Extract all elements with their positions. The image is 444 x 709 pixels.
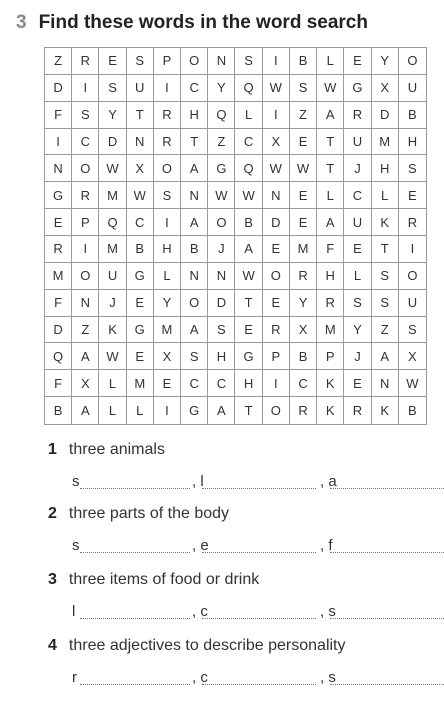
grid-letter[interactable]: S (181, 343, 208, 370)
grid-letter[interactable]: D (372, 102, 399, 129)
grid-letter[interactable]: M (99, 236, 126, 263)
grid-letter[interactable]: F (45, 370, 72, 397)
grid-letter[interactable]: N (208, 48, 235, 75)
grid-letter[interactable]: O (154, 155, 181, 182)
grid-letter[interactable]: D (99, 129, 126, 156)
grid-letter[interactable]: S (372, 290, 399, 317)
grid-letter[interactable]: Y (344, 317, 371, 344)
grid-letter[interactable]: K (372, 397, 399, 424)
grid-letter[interactable]: B (408, 403, 417, 419)
grid-letter[interactable]: R (317, 290, 344, 317)
answer-hint-letter: , f (320, 537, 333, 554)
answer-blank[interactable] (80, 684, 190, 685)
answer-blank[interactable] (202, 684, 316, 685)
grid-letter[interactable]: R (154, 129, 181, 156)
grid-letter[interactable]: L (99, 370, 126, 397)
grid-letter[interactable]: Z (372, 317, 399, 344)
grid-letter[interactable]: T (235, 397, 262, 424)
grid-letter[interactable]: P (317, 343, 344, 370)
grid-letter[interactable]: H (399, 129, 426, 156)
answer-line (72, 537, 444, 557)
grid-letter[interactable]: U (127, 75, 154, 102)
grid-letter[interactable]: A (208, 397, 235, 424)
grid-letter[interactable]: Y (99, 102, 126, 129)
grid-letter[interactable]: E (290, 182, 317, 209)
grid-letter[interactable]: S (399, 317, 426, 344)
grid-letter[interactable]: F (45, 290, 72, 317)
grid-letter[interactable]: U (399, 290, 426, 317)
grid-letter[interactable]: C (344, 182, 371, 209)
grid-letter[interactable]: E (399, 182, 426, 209)
grid-letter[interactable]: S (208, 317, 235, 344)
answer-hint-letter: , a (320, 473, 337, 490)
grid-letter[interactable]: W (263, 155, 290, 182)
question-text: three parts of the body (68, 505, 230, 522)
grid-letter[interactable]: E (235, 317, 262, 344)
grid-letter[interactable]: S (372, 263, 399, 290)
grid-letter[interactable]: C (290, 370, 317, 397)
answer-hint-letter: , c (192, 669, 208, 686)
grid-letter[interactable]: Z (45, 48, 72, 75)
grid-letter[interactable]: B (399, 102, 426, 129)
answer-blank[interactable] (80, 488, 190, 489)
grid-letter[interactable]: N (208, 263, 235, 290)
grid-letter[interactable]: B (45, 397, 72, 424)
grid-letter[interactable]: C (181, 75, 208, 102)
grid-letter[interactable]: C (72, 129, 99, 156)
grid-letter[interactable]: K (317, 397, 344, 424)
grid-letter[interactable]: G (45, 182, 72, 209)
grid-letter[interactable]: O (399, 48, 426, 75)
grid-letter[interactable]: W (290, 155, 317, 182)
grid-letter[interactable]: C (127, 209, 154, 236)
grid-letter[interactable]: E (99, 48, 126, 75)
grid-letter[interactable]: H (372, 155, 399, 182)
grid-letter[interactable]: A (372, 343, 399, 370)
grid-letter[interactable]: X (154, 343, 181, 370)
answer-blank[interactable] (80, 618, 190, 619)
grid-letter[interactable]: B (290, 343, 317, 370)
grid-letter[interactable]: S (290, 75, 317, 102)
grid-letter[interactable]: S (399, 155, 426, 182)
answer-hint-letter: l (72, 603, 76, 620)
grid-letter[interactable]: J (344, 155, 371, 182)
grid-letter[interactable]: J (344, 343, 371, 370)
exercise-title (16, 12, 368, 34)
grid-letter[interactable]: I (72, 236, 99, 263)
grid-letter[interactable]: A (181, 317, 208, 344)
answer-blank[interactable] (202, 488, 316, 489)
grid-letter[interactable]: M (372, 129, 399, 156)
grid-letter[interactable]: G (127, 263, 154, 290)
grid-letter[interactable]: E (290, 129, 317, 156)
grid-letter[interactable]: N (372, 370, 399, 397)
grid-letter[interactable]: W (99, 343, 126, 370)
grid-letter[interactable]: T (372, 236, 399, 263)
grid-letter[interactable]: A (181, 155, 208, 182)
grid-letter[interactable]: S (235, 48, 262, 75)
grid-letter[interactable]: B (181, 236, 208, 263)
question-number: 4 (48, 637, 57, 654)
grid-letter[interactable]: N (181, 263, 208, 290)
grid-letter[interactable]: U (344, 209, 371, 236)
grid-letter[interactable]: S (154, 182, 181, 209)
answer-blank[interactable] (330, 618, 444, 619)
grid-letter[interactable]: F (45, 102, 72, 129)
grid-letter[interactable]: O (263, 263, 290, 290)
grid-letter[interactable]: M (317, 317, 344, 344)
grid-letter[interactable]: K (99, 317, 126, 344)
grid-letter[interactable]: I (263, 102, 290, 129)
answer-blank[interactable] (202, 618, 316, 619)
grid-letter[interactable]: B (127, 236, 154, 263)
grid-letter[interactable]: O (181, 290, 208, 317)
grid-letter[interactable]: R (72, 182, 99, 209)
grid-letter[interactable]: M (99, 182, 126, 209)
grid-letter[interactable]: I (399, 236, 426, 263)
answer-hint-letter: s (72, 537, 80, 554)
grid-letter[interactable]: I (45, 129, 72, 156)
answer-hint-letter: , s (320, 603, 336, 620)
grid-letter[interactable]: G (181, 397, 208, 424)
grid-letter[interactable]: P (263, 343, 290, 370)
grid-letter[interactable]: I (72, 75, 99, 102)
grid-letter[interactable]: H (154, 236, 181, 263)
grid-letter[interactable]: N (45, 155, 72, 182)
grid-letter[interactable]: K (317, 370, 344, 397)
grid-letter[interactable]: O (263, 397, 290, 424)
grid-letter[interactable]: L (99, 397, 126, 424)
grid-letter[interactable]: H (317, 263, 344, 290)
grid-letter[interactable]: E (344, 370, 371, 397)
grid-letter[interactable]: W (127, 182, 154, 209)
grid-letter[interactable]: R (72, 48, 99, 75)
grid-letter[interactable]: E (263, 290, 290, 317)
grid-letter[interactable]: B (290, 48, 317, 75)
grid-letter[interactable]: M (127, 370, 154, 397)
grid-letter[interactable]: C (208, 370, 235, 397)
question-heading (48, 441, 165, 459)
grid-letter[interactable]: J (99, 290, 126, 317)
grid-letter[interactable]: X (263, 129, 290, 156)
answer-blank[interactable] (202, 552, 316, 553)
grid-letter[interactable]: P (154, 48, 181, 75)
answer-hint-letter: s (72, 473, 80, 490)
grid-letter[interactable]: I (263, 370, 290, 397)
grid-letter[interactable]: R (154, 102, 181, 129)
grid-letter[interactable]: E (127, 343, 154, 370)
grid-letter[interactable]: E (263, 236, 290, 263)
grid-letter[interactable]: Q (235, 155, 262, 182)
grid-letter[interactable]: E (127, 290, 154, 317)
grid-letter[interactable]: Z (208, 129, 235, 156)
grid-letter[interactable]: A (317, 209, 344, 236)
grid-letter[interactable]: L (154, 263, 181, 290)
answer-hint-letter: , l (192, 473, 204, 490)
grid-letter[interactable]: G (235, 343, 262, 370)
grid-letter[interactable]: Z (290, 102, 317, 129)
grid-letter[interactable]: R (399, 209, 426, 236)
grid-letter[interactable]: Y (290, 290, 317, 317)
grid-letter[interactable]: L (317, 48, 344, 75)
grid-letter[interactable]: N (127, 129, 154, 156)
answer-hint-letter: , s (320, 669, 336, 686)
question-number: 1 (48, 441, 57, 458)
question-heading (48, 571, 259, 589)
grid-letter[interactable]: U (399, 75, 426, 102)
grid-letter[interactable]: I (154, 397, 181, 424)
grid-letter[interactable]: H (235, 370, 262, 397)
grid-letter[interactable]: C (235, 129, 262, 156)
grid-letter[interactable]: J (208, 236, 235, 263)
word-search-grid (44, 47, 427, 425)
grid-letter[interactable]: Q (208, 102, 235, 129)
grid-letter[interactable]: O (208, 209, 235, 236)
grid-letter[interactable]: L (127, 397, 154, 424)
grid-letter[interactable]: W (235, 263, 262, 290)
grid-letter[interactable]: S (127, 48, 154, 75)
grid-letter[interactable]: R (45, 236, 72, 263)
grid-letter[interactable]: I (263, 48, 290, 75)
grid-letter[interactable]: W (208, 182, 235, 209)
grid-letter[interactable]: R (344, 397, 371, 424)
answer-line (72, 473, 444, 493)
grid-letter[interactable]: X (399, 343, 426, 370)
question-number: 2 (48, 505, 57, 522)
grid-letter[interactable]: W (235, 182, 262, 209)
grid-letter[interactable]: T (235, 290, 262, 317)
grid-letter[interactable]: E (154, 370, 181, 397)
grid-letter[interactable]: Y (372, 48, 399, 75)
grid-letter[interactable]: H (208, 343, 235, 370)
grid-letter[interactable]: E (344, 48, 371, 75)
grid-letter[interactable]: G (127, 317, 154, 344)
grid-letter[interactable]: E (344, 236, 371, 263)
exercise-title-text: Find these words in the word search (38, 12, 368, 33)
grid-letter[interactable]: W (99, 155, 126, 182)
grid-letter[interactable]: I (154, 209, 181, 236)
grid-letter[interactable]: L (317, 182, 344, 209)
grid-letter[interactable]: M (154, 317, 181, 344)
grid-letter[interactable]: T (127, 102, 154, 129)
grid-letter[interactable]: N (263, 182, 290, 209)
grid-letter[interactable]: M (45, 263, 72, 290)
answer-line (72, 669, 444, 689)
question-text: three items of food or drink (68, 571, 260, 588)
grid-letter[interactable]: U (344, 129, 371, 156)
grid-letter[interactable]: S (344, 290, 371, 317)
grid-letter[interactable]: C (181, 370, 208, 397)
grid-letter[interactable]: X (127, 155, 154, 182)
answer-hint-letter: , e (192, 537, 209, 554)
grid-letter[interactable]: Y (208, 75, 235, 102)
question-number: 3 (48, 571, 57, 588)
grid-letter[interactable]: R (290, 263, 317, 290)
grid-letter[interactable]: Y (154, 290, 181, 317)
grid-letter[interactable]: A (317, 102, 344, 129)
grid-letter[interactable]: L (344, 263, 371, 290)
grid-letter[interactable]: G (208, 155, 235, 182)
grid-letter[interactable]: X (290, 317, 317, 344)
grid-letter[interactable]: O (399, 263, 426, 290)
question-heading (48, 505, 229, 523)
answer-line (72, 603, 444, 623)
grid-letter[interactable]: D (208, 290, 235, 317)
answer-blank[interactable] (80, 552, 190, 553)
answer-hint-letter: r (72, 669, 77, 686)
grid-letter[interactable]: Q (99, 209, 126, 236)
grid-letter[interactable]: H (181, 102, 208, 129)
grid-letter[interactable]: T (317, 155, 344, 182)
grid-letter[interactable]: D (263, 209, 290, 236)
exercise-number: 3 (16, 12, 27, 33)
grid-letter[interactable]: T (181, 129, 208, 156)
grid-letter[interactable]: F (317, 236, 344, 263)
grid-letter[interactable]: N (72, 290, 99, 317)
grid-letter[interactable]: Q (235, 75, 262, 102)
grid-letter[interactable]: D (45, 317, 72, 344)
grid-letter[interactable]: I (154, 75, 181, 102)
grid-letter[interactable]: L (235, 102, 262, 129)
grid-letter[interactable]: O (181, 48, 208, 75)
grid-letter[interactable]: T (317, 129, 344, 156)
grid-letter[interactable]: S (72, 102, 99, 129)
grid-letter[interactable]: Z (72, 317, 99, 344)
question-text: three adjectives to describe personality (68, 637, 346, 654)
answer-blank[interactable] (330, 552, 444, 553)
grid-letter[interactable]: W (399, 370, 426, 397)
grid-letter[interactable]: R (263, 317, 290, 344)
grid-letter[interactable]: E (290, 209, 317, 236)
grid-letter[interactable]: O (72, 263, 99, 290)
grid-letter[interactable]: U (99, 263, 126, 290)
answer-blank[interactable] (330, 684, 444, 685)
question-heading (48, 637, 346, 655)
grid-letter[interactable]: A (72, 343, 99, 370)
grid-letter[interactable]: E (45, 209, 72, 236)
grid-letter[interactable]: D (45, 75, 72, 102)
grid-letter[interactable]: M (290, 236, 317, 263)
grid-letter[interactable]: W (263, 75, 290, 102)
grid-letter[interactable]: L (372, 182, 399, 209)
grid-letter[interactable]: K (372, 209, 399, 236)
grid-letter[interactable]: N (181, 182, 208, 209)
question-text: three animals (68, 441, 165, 458)
grid-letter[interactable]: R (344, 102, 371, 129)
grid-letter[interactable]: A (181, 209, 208, 236)
answer-hint-letter: , c (192, 603, 208, 620)
grid-letter[interactable]: W (317, 75, 344, 102)
grid-letter[interactable]: P (72, 209, 99, 236)
grid-letter[interactable]: R (290, 397, 317, 424)
grid-letter[interactable]: O (72, 155, 99, 182)
grid-letter[interactable]: G (344, 75, 371, 102)
grid-letter[interactable]: Q (45, 343, 72, 370)
answer-blank[interactable] (330, 488, 444, 489)
grid-letter[interactable]: B (235, 209, 262, 236)
grid-letter[interactable]: X (72, 370, 99, 397)
grid-letter[interactable]: S (99, 75, 126, 102)
grid-letter[interactable]: A (72, 397, 99, 424)
grid-letter[interactable]: A (235, 236, 262, 263)
grid-letter[interactable]: X (372, 75, 399, 102)
